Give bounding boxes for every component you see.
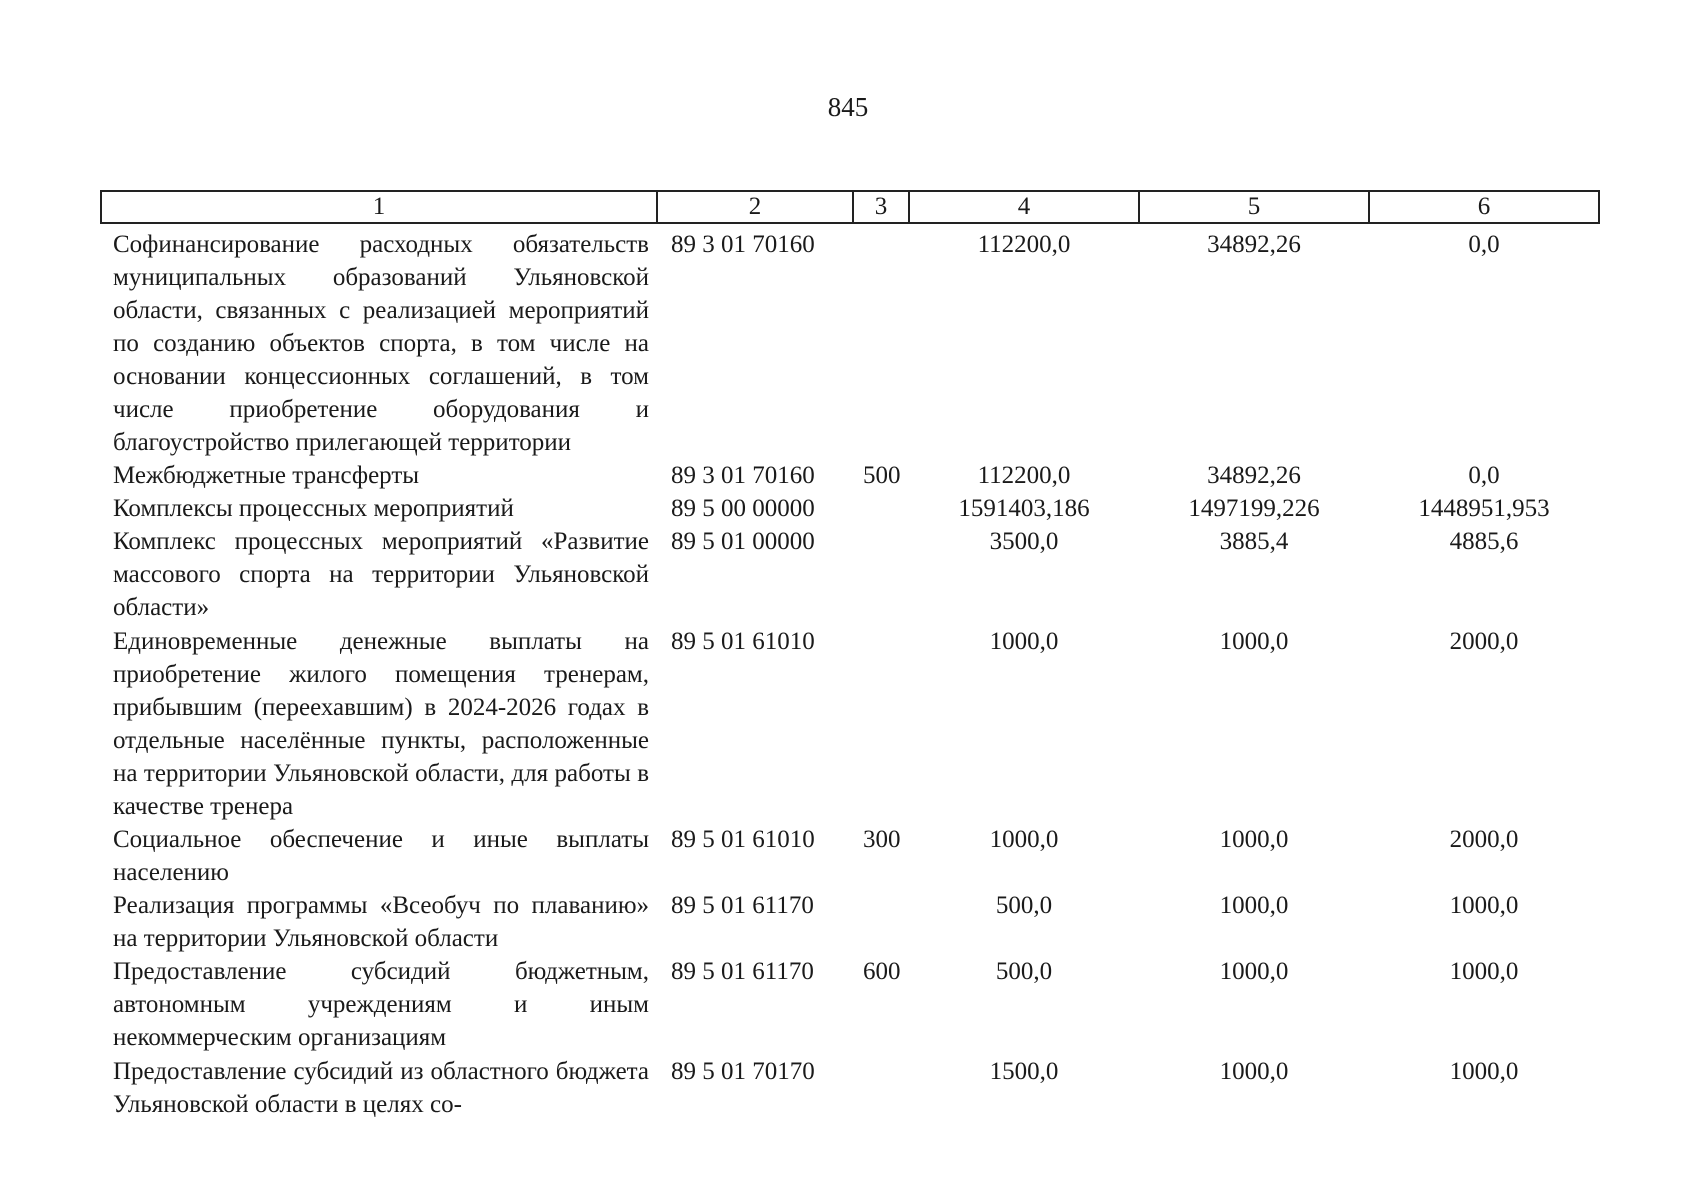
table-row <box>101 624 1599 823</box>
table-row <box>101 525 1599 624</box>
row-name: Предоставление субсидий из областного бюджета Ульяновской области в целях со- <box>113 1058 649 1118</box>
row-value-col6: 2000,0 <box>1449 826 1519 853</box>
row-expense-type <box>853 889 909 955</box>
row-code: 89 5 01 61170 <box>671 892 814 919</box>
row-value-col6: 1000,0 <box>1449 892 1519 919</box>
row-expense-type <box>853 223 909 459</box>
header-row <box>101 191 1599 223</box>
table-row <box>101 1054 1599 1121</box>
table-row <box>101 955 1599 1054</box>
row-name: Единовременные денежные выплаты на приобретение жилого помещения тренерам, прибывшим (переехавшим) в 2024-2026 годах в отдельные населённые пункты, расположенные на территории Ульяновской области, для работы в качестве тренера <box>113 628 649 820</box>
column-header-1: 1 <box>101 191 657 223</box>
row-expense-type: 600 <box>863 958 901 985</box>
row-expense-type <box>853 1054 909 1121</box>
table-row <box>101 459 1599 492</box>
row-value-col4: 3500,0 <box>989 528 1059 555</box>
row-value-col5: 1000,0 <box>1219 826 1289 853</box>
row-code: 89 5 01 00000 <box>671 528 815 555</box>
row-value-col4: 1000,0 <box>989 628 1059 655</box>
row-value-col5: 1000,0 <box>1219 892 1289 919</box>
row-name: Комплекс процессных мероприятий «Развитие массового спорта на территории Ульяновской области» <box>113 528 649 621</box>
table-row <box>101 889 1599 955</box>
row-value-col6: 1448951,953 <box>1418 495 1550 522</box>
table-row <box>101 492 1599 525</box>
row-value-col4: 1500,0 <box>989 1058 1059 1085</box>
table-row <box>101 823 1599 889</box>
column-header-5: 5 <box>1139 191 1369 223</box>
row-value-col5: 1000,0 <box>1219 958 1289 985</box>
budget-table <box>100 190 1600 1121</box>
row-code: 89 3 01 70160 <box>671 231 815 258</box>
row-value-col6: 1000,0 <box>1449 958 1519 985</box>
row-value-col5: 34892,26 <box>1207 231 1301 258</box>
table-header <box>101 191 1599 223</box>
column-header-2: 2 <box>657 191 853 223</box>
row-expense-type: 300 <box>863 826 901 853</box>
row-value-col5: 1000,0 <box>1219 628 1289 655</box>
row-expense-type <box>853 492 909 525</box>
row-expense-type <box>853 624 909 823</box>
table-row <box>101 223 1599 459</box>
row-name: Межбюджетные трансферты <box>113 462 420 489</box>
row-code: 89 5 00 00000 <box>671 495 815 522</box>
row-value-col5: 1000,0 <box>1219 1058 1289 1085</box>
row-value-col6: 4885,6 <box>1449 528 1519 555</box>
row-code: 89 5 01 61170 <box>671 958 814 985</box>
page-number: 845 <box>827 92 869 122</box>
row-code: 89 3 01 70160 <box>671 462 815 489</box>
table-body <box>101 223 1599 1121</box>
row-name: Социальное обеспечение и иные выплаты населению <box>113 826 649 886</box>
row-name: Комплексы процессных мероприятий <box>113 495 514 522</box>
row-code: 89 5 01 61010 <box>671 628 815 655</box>
row-value-col4: 112200,0 <box>977 231 1071 258</box>
row-name: Софинансирование расходных обязательств муниципальных образований Ульяновской области, связанных с реализацией мероприятий по созданию объектов спорта, в том числе на основании концессионных соглашений, в том числе приобретение оборудования и благоустройство прилегающей территории <box>113 231 649 456</box>
row-expense-type: 500 <box>863 462 901 489</box>
column-header-6: 6 <box>1369 191 1599 223</box>
row-value-col4: 500,0 <box>995 958 1053 985</box>
row-value-col6: 1000,0 <box>1449 1058 1519 1085</box>
row-expense-type <box>853 525 909 624</box>
row-value-col4: 112200,0 <box>977 462 1071 489</box>
row-value-col6: 0,0 <box>1468 462 1500 489</box>
row-value-col5: 1497199,226 <box>1188 495 1320 522</box>
row-code: 89 5 01 61010 <box>671 826 815 853</box>
row-value-col6: 2000,0 <box>1449 628 1519 655</box>
row-value-col4: 500,0 <box>995 892 1053 919</box>
row-code: 89 5 01 70170 <box>671 1058 815 1085</box>
row-name: Реализация программы «Всеобуч по плаванию» на территории Ульяновской области <box>113 892 649 952</box>
row-value-col5: 3885,4 <box>1219 528 1289 555</box>
column-header-3: 3 <box>853 191 909 223</box>
column-header-4: 4 <box>909 191 1139 223</box>
row-value-col4: 1591403,186 <box>958 495 1090 522</box>
row-name: Предоставление субсидий бюджетным, автономным учреждениям и иным некоммерческим организациям <box>113 958 649 1051</box>
row-value-col4: 1000,0 <box>989 826 1059 853</box>
row-value-col5: 34892,26 <box>1207 462 1301 489</box>
row-value-col6: 0,0 <box>1468 231 1500 258</box>
